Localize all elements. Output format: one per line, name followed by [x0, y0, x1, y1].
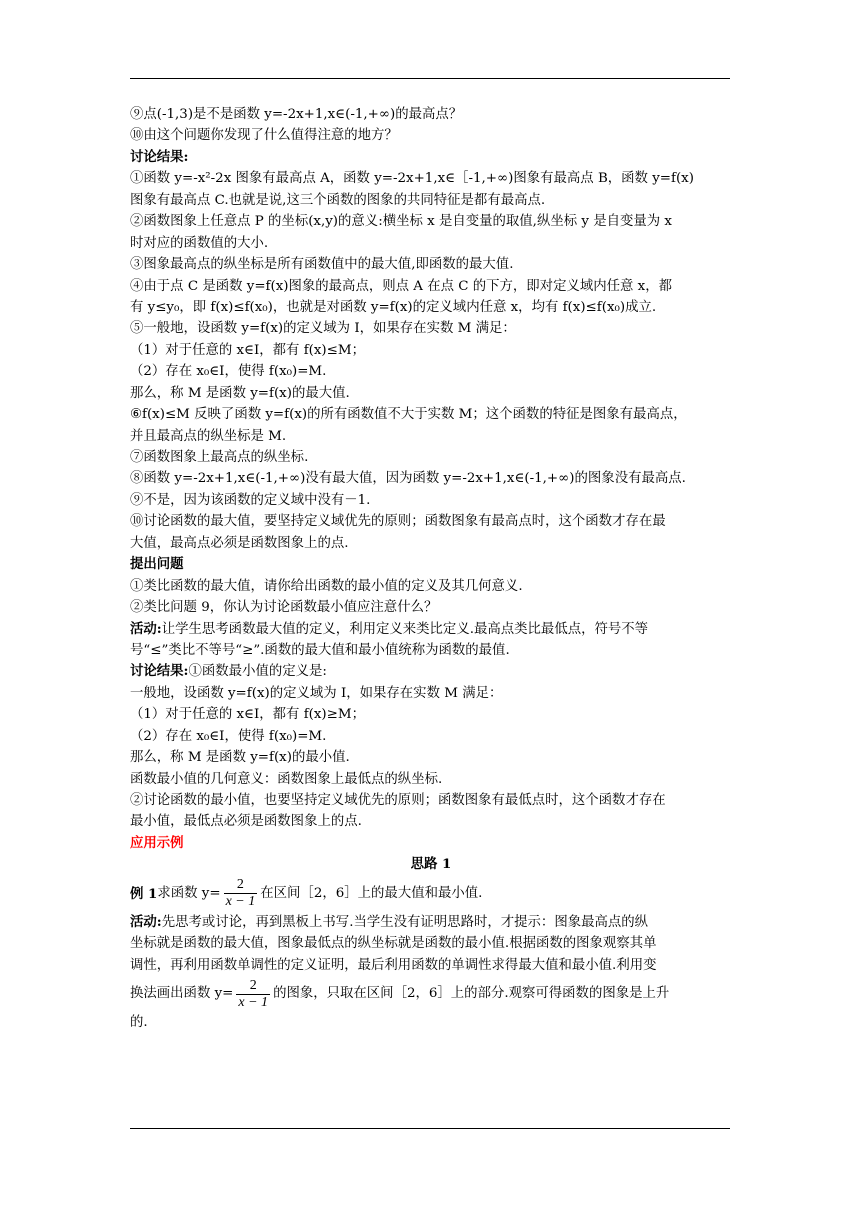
activity-line-2: 坐标就是函数的最大值，图象最低点的纵坐标就是函数的最小值.根据函数的图象观察其单 — [130, 936, 657, 952]
text-line: ⑧函数 y=-2x+1,x∈(-1,+∞)没有最大值，因为函数 y=-2x+1,x∈(-1,+∞)的图象没有最高点. — [130, 471, 686, 487]
line-lead: 讨论结果: — [130, 663, 189, 680]
line-lead: 活动: — [130, 620, 162, 637]
text-line: 一般地，设函数 y=f(x)的定义域为 I，如果存在实数 M 满足： — [130, 685, 503, 701]
example-text-after: 在区间［2，6］上的最大值和最小值. — [260, 885, 483, 901]
text-line: ①类比函数的最大值，请你给出函数的最小值的定义及其几何意义. — [130, 578, 523, 594]
text-line: 思路 1 — [410, 856, 452, 873]
text-line: 最小值，最低点必须是函数图象上的点. — [130, 814, 362, 830]
example-label: 例 1 — [130, 885, 158, 902]
text-line: 并且最高点的纵坐标是 M. — [130, 428, 287, 444]
example-text-before: 求函数 y= — [157, 885, 221, 901]
text-line: （1）对于任意的 x∈I，都有 f(x)≥M； — [130, 707, 365, 723]
text-line — [130, 661, 732, 682]
text-line: ②函数图象上任意点 P 的坐标(x,y)的意义:横坐标 x 是自变量的取值,纵坐标 y 是自变量为 x — [130, 214, 672, 230]
text-line: 有 y≤y₀，即 f(x)≤f(x₀)，也就是对函数 y=f(x)的定义域内任意 x，均有 f(x)≤f(x₀)成立. — [130, 299, 657, 315]
text-line: （2）存在 x₀∈I，使得 f(x₀)=M. — [130, 364, 327, 380]
text-line: 大值，最高点必须是函数图象上的点. — [130, 535, 349, 551]
text-line: ④由于点 C 是函数 y=f(x)图象的最高点，则点 A 在点 C 的下方，即对定义域内任意 x，都 — [130, 278, 673, 294]
text-line: 讨论结果: — [130, 148, 189, 165]
text-line: （1）对于任意的 x∈I，都有 f(x)≤M； — [130, 342, 365, 358]
text-line: ⑩由这个问题你发现了什么值得注意的地方？ — [130, 128, 398, 144]
fraction — [224, 877, 258, 910]
activity-text: 先思考或讨论，再到黑板上书写.当学生没有证明思路时，才提示：图象最高点的纵 — [161, 914, 649, 930]
text-line: 函数最小值的几何意义：函数图象上最低点的纵坐标. — [130, 771, 443, 787]
text-line: ⑨不是，因为该函数的定义域中没有－1. — [130, 492, 371, 508]
text-line: ③图象最高点的纵坐标是所有函数值中的最大值,即函数的最大值. — [130, 257, 514, 273]
example-1 — [130, 876, 732, 912]
text-line — [130, 619, 732, 640]
fraction-numerator: 2 — [236, 877, 244, 893]
text-line: ⑦函数图象上最高点的纵坐标. — [130, 450, 309, 465]
text-line: ②讨论函数的最小值，也要坚持定义域优先的原则；函数图象有最低点时，这个函数才存在 — [130, 793, 666, 808]
activity-line-1 — [130, 912, 732, 933]
text-line: 提出问题 — [130, 556, 184, 573]
text-line: ②类比问题 9，你认为讨论函数最小值应注意什么？ — [130, 600, 438, 616]
text-line: ⑨点(-1,3)是不是函数 y=-2x+1,x∈(-1,+∞)的最高点？ — [130, 107, 463, 122]
activity-line-5: 的. — [130, 1015, 148, 1031]
line-text: ①函数最小值的定义是: — [188, 664, 327, 680]
footer-rule — [130, 1128, 730, 1129]
activity-line-4 — [130, 976, 732, 1012]
text-line: 号“≤”类比不等号“≥”.函数的最大值和最小值统称为函数的最值. — [130, 642, 510, 658]
text-line: 那么，称 M 是函数 y=f(x)的最大值. — [130, 385, 350, 401]
text-line: 图象有最高点 C.也就是说,这三个函数的图象的共同特征是都有最高点. — [130, 192, 546, 208]
text-line: 时对应的函数值的大小. — [130, 235, 269, 251]
text-line: ⑤一般地，设函数 y=f(x)的定义域为 I，如果存在实数 M 满足： — [130, 321, 516, 337]
activity-label: 活动: — [130, 913, 162, 930]
fraction-denominator: x − 1 — [238, 994, 269, 1010]
document-body — [130, 104, 732, 1034]
text-line: ①函数 y=-x²-2x 图象有最高点 A，函数 y=-2x+1,x∈［-1,+∞)图象有最高点 B，函数 y=f(x) — [130, 171, 694, 187]
fraction-numerator: 2 — [249, 977, 257, 993]
text-line: ⑥f(x)≤M 反映了函数 y=f(x)的所有函数值不大于实数 M；这个函数的特征是图象有最高点， — [130, 407, 687, 423]
line-text: 让学生思考函数最大值的定义，利用定义来类比定义.最高点类比最低点，符号不等 — [161, 621, 649, 637]
header-rule — [130, 78, 730, 79]
text-line: 应用示例 — [130, 834, 184, 851]
activity-line-3: 调性，再利用函数单调性的定义证明，最后利用函数的单调性求得最大值和最小值.利用变 — [130, 957, 657, 973]
activity-text-after: 的图象，只取在区间［2，6］上的部分.观察可得函数的图象是上升 — [273, 986, 670, 1002]
fraction-denominator: x − 1 — [225, 894, 256, 910]
text-lines — [130, 104, 732, 876]
text-line: ⑩讨论函数的最大值，要坚持定义域优先的原则；函数图象有最高点时，这个函数才存在最 — [130, 514, 666, 530]
activity-text-before: 换法画出函数 y= — [130, 986, 234, 1002]
fraction — [236, 978, 270, 1011]
text-line: （2）存在 x₀∈I，使得 f(x₀)=M. — [130, 728, 327, 744]
text-line: 那么，称 M 是函数 y=f(x)的最小值. — [130, 750, 350, 766]
